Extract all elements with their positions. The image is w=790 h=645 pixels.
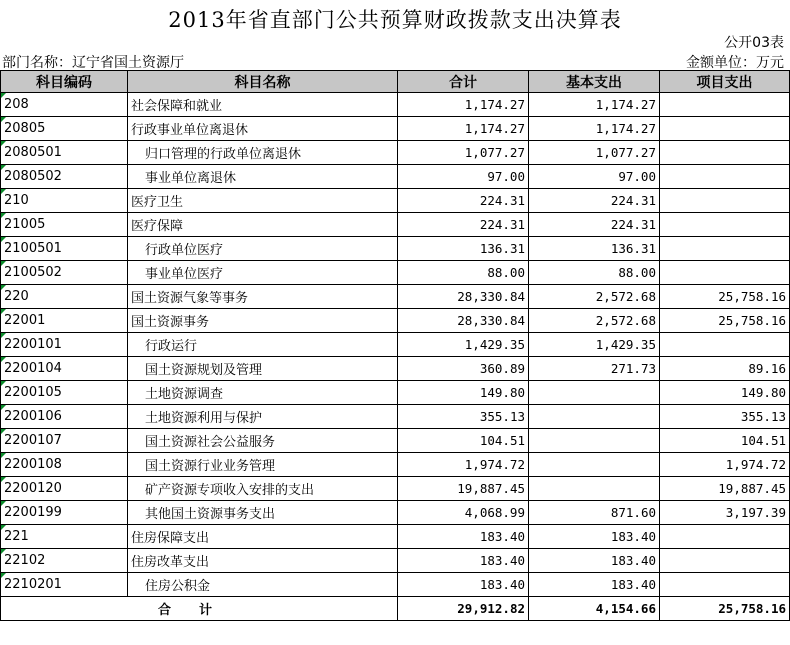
- table-row: [1, 237, 790, 261]
- project-cell: [660, 549, 790, 573]
- table-row: [1, 477, 790, 501]
- code-cell: 2200107: [1, 429, 128, 453]
- table-row: [1, 381, 790, 405]
- total-sum: 29,912.82: [398, 597, 529, 621]
- total-basic: 4,154.66: [529, 597, 660, 621]
- table-row: [1, 405, 790, 429]
- code-cell: 2100501: [1, 237, 128, 261]
- code-cell: 22102: [1, 549, 128, 573]
- total-cell: 28,330.84: [398, 285, 529, 309]
- name-cell: 医疗卫生: [128, 189, 398, 213]
- total-cell: 4,068.99: [398, 501, 529, 525]
- table-row: [1, 117, 790, 141]
- name-cell: 住房公积金: [128, 573, 398, 597]
- name-cell: 土地资源利用与保护: [128, 405, 398, 429]
- basic-cell: 224.31: [529, 213, 660, 237]
- project-cell: 355.13: [660, 405, 790, 429]
- basic-cell: 136.31: [529, 237, 660, 261]
- name-cell: 国土资源规划及管理: [128, 357, 398, 381]
- project-cell: [660, 165, 790, 189]
- project-cell: 25,758.16: [660, 309, 790, 333]
- form-number: 公开03表: [724, 35, 784, 51]
- code-cell: 2210201: [1, 573, 128, 597]
- code-cell: 22001: [1, 309, 128, 333]
- total-cell: 19,887.45: [398, 477, 529, 501]
- table-row: [1, 549, 790, 573]
- project-cell: 149.80: [660, 381, 790, 405]
- code-cell: 2200104: [1, 357, 128, 381]
- basic-cell: 1,174.27: [529, 117, 660, 141]
- basic-cell: 97.00: [529, 165, 660, 189]
- total-cell: 1,077.27: [398, 141, 529, 165]
- code-cell: 2200101: [1, 333, 128, 357]
- total-cell: 104.51: [398, 429, 529, 453]
- name-cell: 国土资源社会公益服务: [128, 429, 398, 453]
- project-cell: [660, 93, 790, 117]
- total-cell: 1,174.27: [398, 93, 529, 117]
- basic-cell: 183.40: [529, 525, 660, 549]
- table-row: [1, 285, 790, 309]
- table-row: [1, 309, 790, 333]
- basic-cell: 271.73: [529, 357, 660, 381]
- basic-cell: [529, 405, 660, 429]
- total-cell: 149.80: [398, 381, 529, 405]
- name-cell: 事业单位医疗: [128, 261, 398, 285]
- table-row: [1, 333, 790, 357]
- project-cell: [660, 525, 790, 549]
- name-cell: 住房保障支出: [128, 525, 398, 549]
- code-cell: 20805: [1, 117, 128, 141]
- name-cell: 国土资源行业业务管理: [128, 453, 398, 477]
- basic-cell: 1,077.27: [529, 141, 660, 165]
- code-cell: 21005: [1, 213, 128, 237]
- project-cell: 19,887.45: [660, 477, 790, 501]
- code-cell: 221: [1, 525, 128, 549]
- name-cell: 行政事业单位离退休: [128, 117, 398, 141]
- name-cell: 土地资源调查: [128, 381, 398, 405]
- total-cell: 183.40: [398, 549, 529, 573]
- table-body: [1, 93, 790, 597]
- code-cell: 220: [1, 285, 128, 309]
- name-cell: 国土资源事务: [128, 309, 398, 333]
- basic-cell: 224.31: [529, 189, 660, 213]
- project-cell: 1,974.72: [660, 453, 790, 477]
- table-row: [1, 189, 790, 213]
- total-cell: 224.31: [398, 189, 529, 213]
- total-row: [1, 597, 790, 621]
- total-cell: 183.40: [398, 573, 529, 597]
- project-cell: 104.51: [660, 429, 790, 453]
- name-cell: 住房改革支出: [128, 549, 398, 573]
- name-cell: 行政运行: [128, 333, 398, 357]
- table-row: [1, 429, 790, 453]
- name-cell: 医疗保障: [128, 213, 398, 237]
- code-cell: 2200199: [1, 501, 128, 525]
- total-cell: 360.89: [398, 357, 529, 381]
- basic-cell: 88.00: [529, 261, 660, 285]
- table-row: [1, 453, 790, 477]
- project-cell: 25,758.16: [660, 285, 790, 309]
- total-cell: 183.40: [398, 525, 529, 549]
- basic-cell: [529, 381, 660, 405]
- code-cell: 2200106: [1, 405, 128, 429]
- header-row: [1, 71, 790, 93]
- name-cell: 事业单位离退休: [128, 165, 398, 189]
- header-name: 科目名称: [128, 71, 398, 93]
- code-cell: 208: [1, 93, 128, 117]
- total-project: 25,758.16: [660, 597, 790, 621]
- total-cell: 224.31: [398, 213, 529, 237]
- table-row: [1, 261, 790, 285]
- project-cell: [660, 333, 790, 357]
- total-label: 合计: [1, 597, 398, 621]
- expenditure-table: [0, 70, 790, 621]
- table-row: [1, 525, 790, 549]
- table-row: [1, 573, 790, 597]
- project-cell: [660, 573, 790, 597]
- table-row: [1, 141, 790, 165]
- basic-cell: 183.40: [529, 573, 660, 597]
- header-basic: 基本支出: [529, 71, 660, 93]
- department-name: 部门名称：辽宁省国土资源厅: [2, 55, 184, 71]
- code-cell: 2080502: [1, 165, 128, 189]
- name-cell: 矿产资源专项收入安排的支出: [128, 477, 398, 501]
- project-cell: 3,197.39: [660, 501, 790, 525]
- basic-cell: 1,429.35: [529, 333, 660, 357]
- total-cell: 1,429.35: [398, 333, 529, 357]
- header-project: 项目支出: [660, 71, 790, 93]
- table-row: [1, 501, 790, 525]
- name-cell: 归口管理的行政单位离退休: [128, 141, 398, 165]
- table-row: [1, 357, 790, 381]
- project-cell: [660, 237, 790, 261]
- total-cell: 1,974.72: [398, 453, 529, 477]
- name-cell: 国土资源气象等事务: [128, 285, 398, 309]
- header-code: 科目编码: [1, 71, 128, 93]
- header-total: 合计: [398, 71, 529, 93]
- name-cell: 社会保障和就业: [128, 93, 398, 117]
- project-cell: [660, 117, 790, 141]
- basic-cell: 2,572.68: [529, 285, 660, 309]
- code-cell: 2200105: [1, 381, 128, 405]
- table-row: [1, 165, 790, 189]
- basic-cell: 1,174.27: [529, 93, 660, 117]
- total-cell: 97.00: [398, 165, 529, 189]
- project-cell: [660, 261, 790, 285]
- basic-cell: [529, 429, 660, 453]
- project-cell: [660, 213, 790, 237]
- total-cell: 355.13: [398, 405, 529, 429]
- amount-unit: 金额单位：万元: [686, 55, 784, 71]
- code-cell: 210: [1, 189, 128, 213]
- total-cell: 1,174.27: [398, 117, 529, 141]
- table-row: [1, 213, 790, 237]
- name-cell: 行政单位医疗: [128, 237, 398, 261]
- code-cell: 2200120: [1, 477, 128, 501]
- project-cell: [660, 189, 790, 213]
- basic-cell: 871.60: [529, 501, 660, 525]
- total-cell: 88.00: [398, 261, 529, 285]
- code-cell: 2080501: [1, 141, 128, 165]
- name-cell: 其他国土资源事务支出: [128, 501, 398, 525]
- total-cell: 136.31: [398, 237, 529, 261]
- total-cell: 28,330.84: [398, 309, 529, 333]
- project-cell: 89.16: [660, 357, 790, 381]
- basic-cell: [529, 477, 660, 501]
- project-cell: [660, 141, 790, 165]
- basic-cell: 183.40: [529, 549, 660, 573]
- code-cell: 2100502: [1, 261, 128, 285]
- code-cell: 2200108: [1, 453, 128, 477]
- report-title: 2013年省直部门公共预算财政拨款支出决算表: [168, 8, 622, 32]
- basic-cell: [529, 453, 660, 477]
- basic-cell: 2,572.68: [529, 309, 660, 333]
- table-row: [1, 93, 790, 117]
